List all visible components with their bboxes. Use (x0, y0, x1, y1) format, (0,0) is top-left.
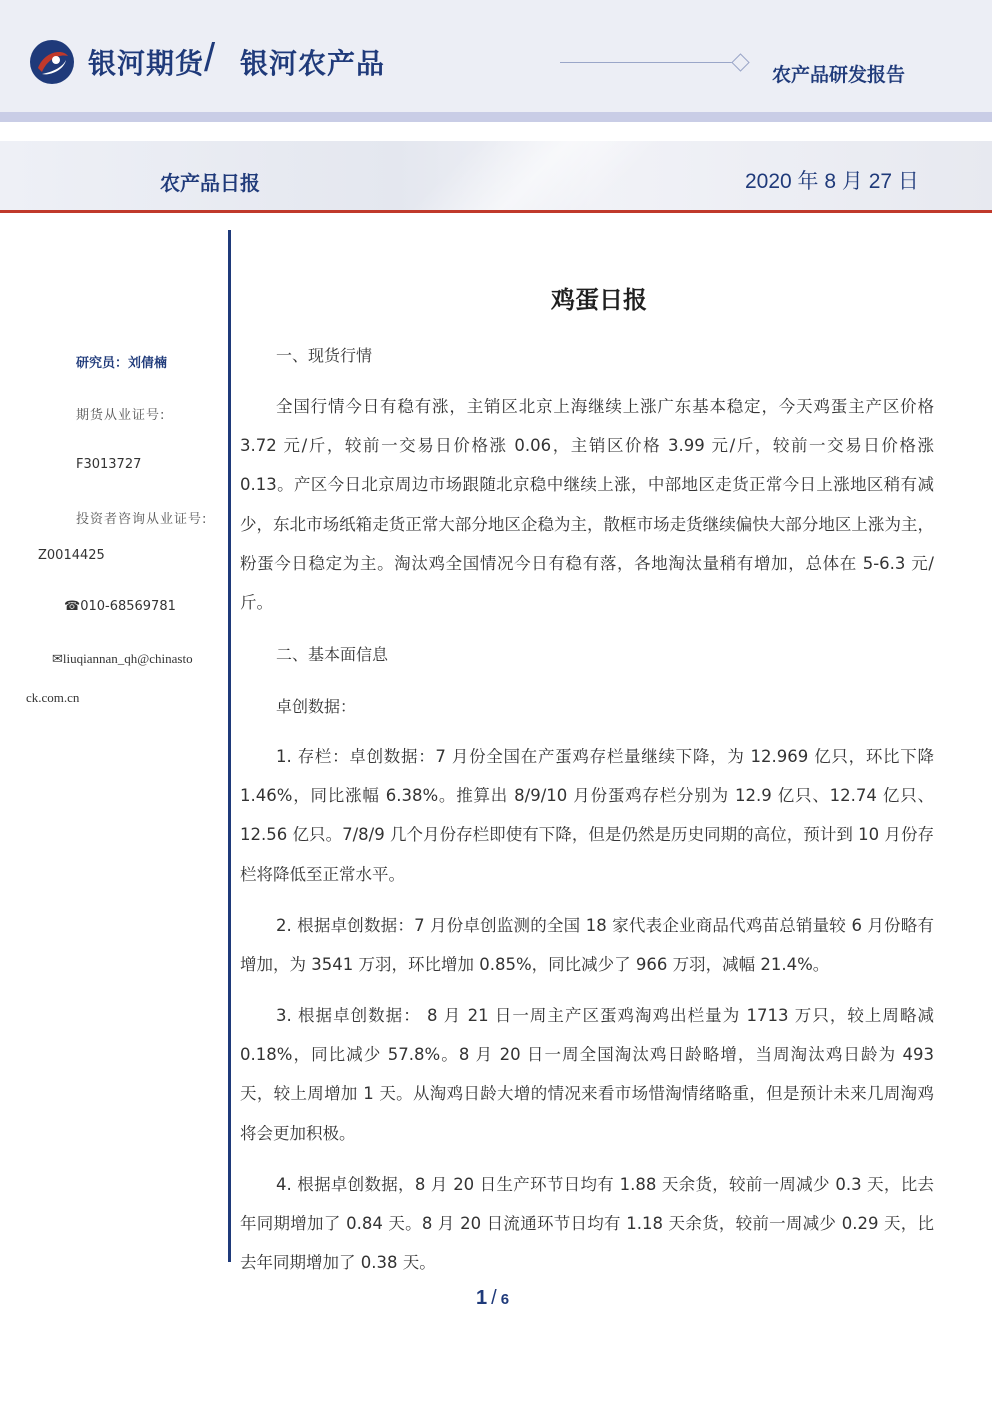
fundamental-item-4: 4. 根据卓创数据，8 月 20 日生产环节日均有 1.88 天余货，较前一周减少 0.3 天，比去年同期增加了 0.84 天。8 月 20 日流通环节日均有 1.18 天余货，较前一周减少 0.29 天，比去年同期增加了 0.38 天。 (240, 1175, 934, 1273)
fundamental-item-3: 3. 根据卓创数据： 8 月 21 日一周主产区蛋鸡淘鸡出栏量为 1713 万只，较上周略减 0.18%，同比减少 57.8%。8 月 20 日一周全国淘汰鸡日龄略增，当周淘汰鸡日龄为 493 天，较上周增加 1 天。从淘鸡日龄大增的情况来看市场惜淘情绪略重，但是预计未来几周淘鸡将会更加积极。 (240, 1006, 934, 1143)
sidebar-divider (228, 230, 231, 1262)
header-deco-line (560, 62, 734, 63)
band-red-rule (0, 210, 992, 213)
section-heading-fundamentals: 二、基本面信息 (276, 645, 389, 664)
email-address-part2[interactable]: ck.com.cn (26, 690, 80, 705)
band-decoration (380, 141, 680, 210)
brand-name: 银河期货 (88, 47, 205, 80)
page-current: 1 (476, 1287, 488, 1309)
brand-divider: / (204, 36, 216, 80)
phone-number: ☎010-68569781 (64, 599, 176, 614)
futures-license-label: 期货从业证号: (76, 408, 166, 423)
sub-brand-name: 银河农产品 (240, 47, 386, 80)
diamond-icon (731, 53, 749, 71)
report-date: 2020 年 8 月 27 日 (745, 170, 919, 193)
page-total: 6 (500, 1291, 510, 1308)
galaxy-logo-icon (28, 38, 76, 86)
futures-license-value: F3013727 (76, 457, 142, 472)
page-separator: / (491, 1287, 497, 1309)
header-stripe (0, 112, 992, 122)
fundamental-item-1: 1. 存栏：卓创数据：7 月份全国在产蛋鸡存栏量继续下降，为 12.969 亿只，环比下降 1.46%，同比涨幅 6.38%。推算出 8/9/10 月份蛋鸡存栏分别为 12.9 亿只、12.74 亿只、12.56 亿只。7/8/9 几个月份存栏即使有下降，但是仍然是历史同期的高位，预计到 10 月份存栏将降低至正常水平。 (240, 747, 934, 884)
page-number (476, 1287, 509, 1310)
subsection-heading: 卓创数据： (276, 697, 357, 716)
page-header (0, 0, 992, 112)
report-type: 农产品研发报告 (772, 64, 906, 86)
advisor-license-value: Z0014425 (38, 548, 105, 563)
spot-market-paragraph: 全国行情今日有稳有涨，主销区北京上海继续上涨广东基本稳定，今天鸡蛋主产区价格 3.72 元/斤，较前一交易日价格涨 0.06，主销区价格 3.99 元/斤，较前一交易日价格涨 0.13。产区今日北京周边市场跟随北京稳中继续上涨，中部地区走货正常今日上涨地区稍有减少，东北市场纸箱走货正常大部分地区企稳为主，散框市场走货继续偏快大部分地区上涨为主，粉蛋今日稳定为主。淘汰鸡全国情况今日有稳有落，各地淘汰量稍有增加，总体在 5-6.3 元/斤。 (240, 397, 934, 613)
email-address-part1[interactable]: ✉liuqiannan_qh@chinasto (52, 651, 193, 666)
document-title: 鸡蛋日报 (551, 286, 647, 314)
advisor-license-label: 投资者咨询从业证号: (76, 512, 208, 527)
researcher-name: 研究员：刘倩楠 (76, 356, 168, 371)
report-category: 农产品日报 (160, 171, 260, 195)
section-heading-spot: 一、现货行情 (276, 346, 373, 365)
fundamental-item-2: 2. 根据卓创数据：7 月份卓创监测的全国 18 家代表企业商品代鸡苗总销量较 6 月份略有增加，为 3541 万羽，环比增加 0.85%，同比减少了 966 万羽，减幅 21.4%。 (240, 916, 934, 975)
